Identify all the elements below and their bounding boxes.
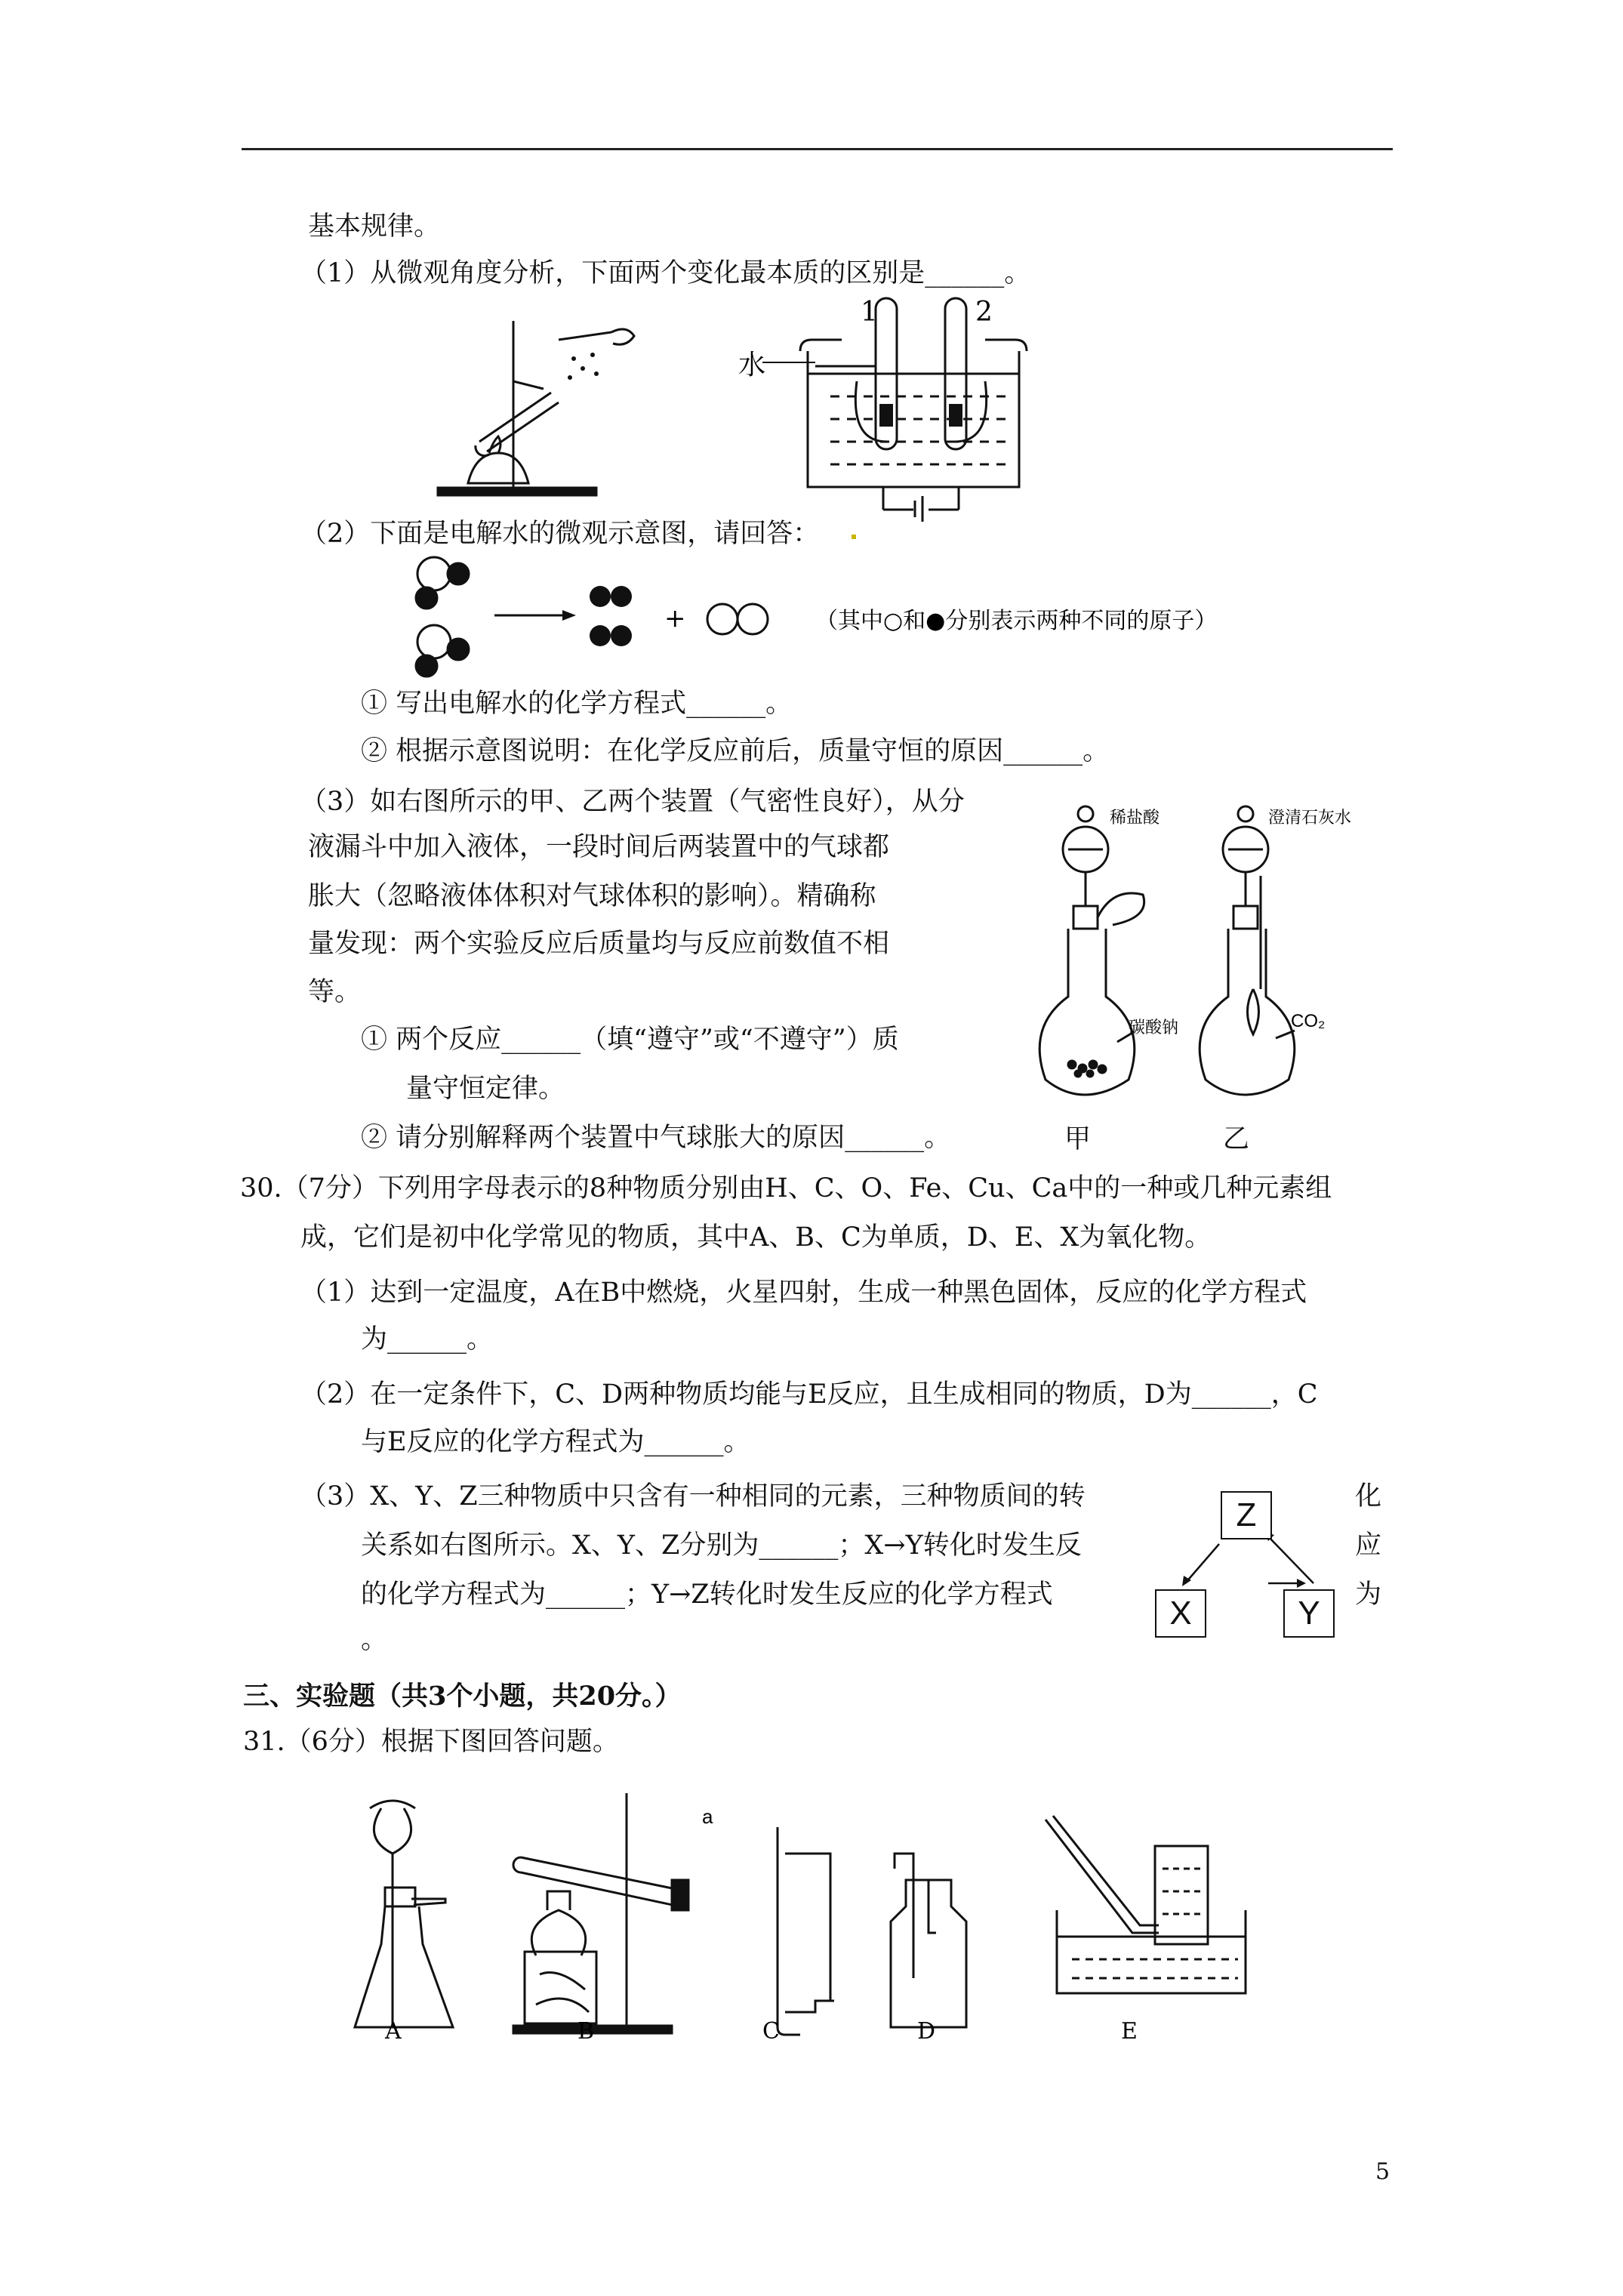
dot-mark xyxy=(852,535,856,539)
flask-yi-label: 乙 xyxy=(1223,1124,1250,1154)
text-line: 与E反应的化学方程式为______。 xyxy=(361,1427,750,1457)
node-x: X xyxy=(1155,1589,1206,1638)
text-line: 。 xyxy=(361,1625,388,1655)
apparatus-label: C xyxy=(762,2018,780,2045)
text-line: 量守恒定律。 xyxy=(406,1074,565,1104)
text-line: 关系如右图所示。X、Y、Z分别为______；X→Y转化时发生反 xyxy=(361,1530,1082,1561)
question-29-3-1: ① 两个反应______（填“遵守”或“不遵守”）质 xyxy=(361,1025,899,1055)
tube-1-label: 1 xyxy=(861,297,878,328)
apparatus-label: B xyxy=(577,2018,595,2045)
node-y: Y xyxy=(1283,1589,1335,1638)
heating-apparatus-figure xyxy=(423,310,649,498)
apparatus-label: E xyxy=(1121,2018,1138,2045)
question-29-2-1: ① 写出电解水的化学方程式______。 xyxy=(361,689,793,719)
text-line: 应 xyxy=(1355,1530,1382,1561)
apparatus-figure xyxy=(332,1786,1427,2057)
question-29-1: （1）从微观角度分析，下面两个变化最本质的区别是______。 xyxy=(300,258,1031,288)
carbonate-label: 碳酸钠 xyxy=(1129,1019,1179,1037)
question-30-1: （1）达到一定温度，A在B中燃烧，火星四射，生成一种黑色固体，反应的化学方程式 xyxy=(300,1277,1307,1308)
electrolysis-micro-diagram xyxy=(411,551,1272,672)
text-line: 胀大（忽略液体体积对气球体积的影响）。精确称 xyxy=(308,881,876,911)
apparatus-label: D xyxy=(917,2018,936,2045)
tube-2-label: 2 xyxy=(975,297,993,328)
flask-apparatus-figure xyxy=(1034,793,1389,1125)
section-heading: 三、实验题（共3个小题，共20分。） xyxy=(243,1681,682,1712)
text-line: 化 xyxy=(1355,1481,1382,1512)
electrolysis-figure xyxy=(725,291,1042,510)
question-29-2-2: ② 根据示意图说明：在化学反应前后，质量守恒的原因______。 xyxy=(361,736,1110,766)
text-line: 液漏斗中加入液体，一段时间后两装置中的气球都 xyxy=(308,832,890,862)
limewater-label: 澄清石灰水 xyxy=(1268,809,1352,827)
flask-jia-label: 甲 xyxy=(1064,1124,1092,1154)
question-29-3-2: ② 请分别解释两个装置中气球胀大的原因______。 xyxy=(361,1123,951,1153)
question-30-2: （2）在一定条件下，C、D两种物质均能与E反应，且生成相同的物质，D为______，C xyxy=(300,1379,1318,1410)
micro-legend: （其中○和●分别表示两种不同的原子） xyxy=(815,608,1218,634)
page-number: 5 xyxy=(1375,2159,1390,2185)
plus-sign: + xyxy=(664,603,686,633)
apparatus-label: A xyxy=(385,2018,402,2045)
question-29-3: （3）如右图所示的甲、乙两个装置（气密性良好），从分 xyxy=(300,787,965,817)
question-30-3: （3）X、Y、Z三种物质中只含有一种相同的元素，三种物质间的转 xyxy=(300,1481,1086,1512)
text-line: 基本规律。 xyxy=(308,211,441,242)
question-30: 30.（7分）下列用字母表示的8种物质分别由H、C、O、Fe、Cu、Ca中的一种或几种元素组 xyxy=(240,1173,1332,1203)
text-line: 量发现：两个实验反应后质量均与反应前数值不相 xyxy=(308,929,890,959)
node-z: Z xyxy=(1221,1491,1272,1539)
acid-label: 稀盐酸 xyxy=(1110,809,1160,827)
text-line: 为 xyxy=(1355,1579,1382,1610)
question-29-2: （2）下面是电解水的微观示意图，请回答： xyxy=(300,519,820,549)
header-rule xyxy=(242,148,1393,150)
label-a-small: a xyxy=(702,1805,713,1828)
co2-label: CO₂ xyxy=(1291,1011,1326,1031)
question-31: 31.（6分）根据下图回答问题。 xyxy=(243,1727,619,1757)
text-line: 的化学方程式为______；Y→Z转化时发生反应的化学方程式 xyxy=(361,1579,1053,1610)
text-line: 为______。 xyxy=(361,1324,494,1354)
water-label: 水 xyxy=(738,350,766,381)
text-line: 成，它们是初中化学常见的物质，其中A、B、C为单质，D、E、X为氧化物。 xyxy=(300,1222,1212,1253)
text-line: 等。 xyxy=(308,977,362,1007)
